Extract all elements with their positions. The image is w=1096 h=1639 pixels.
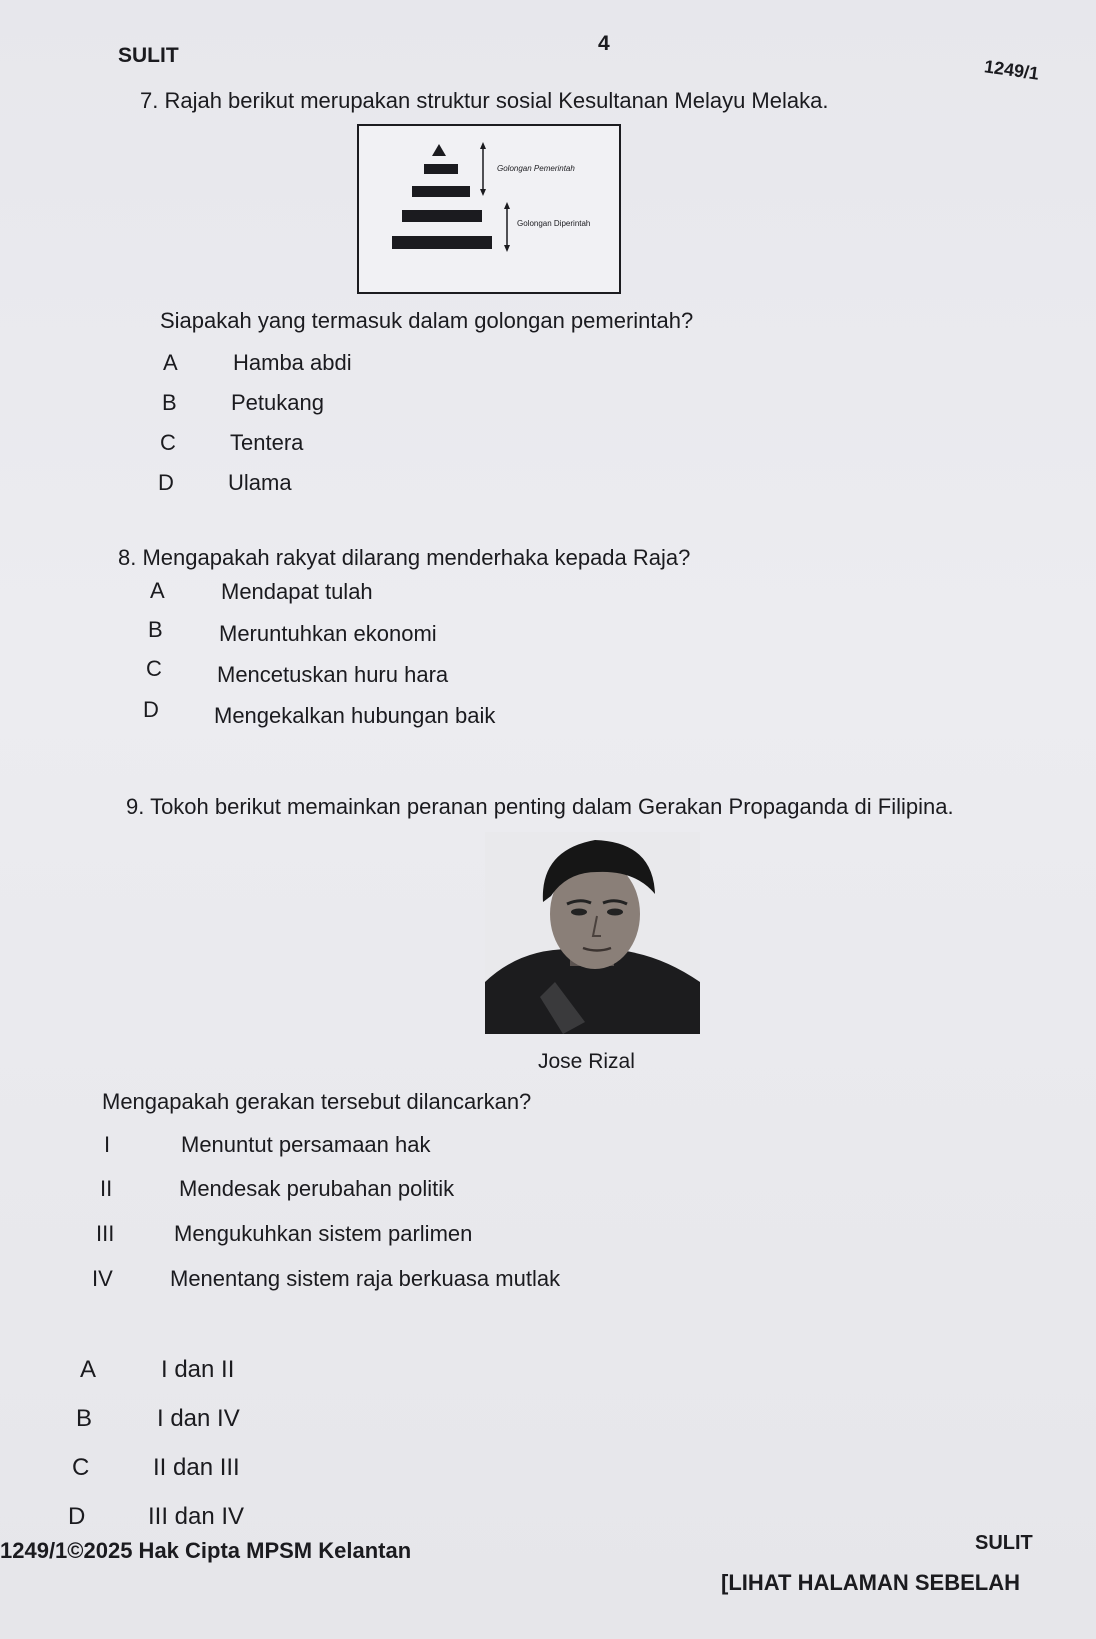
q9-option-a-letter: A <box>80 1356 97 1383</box>
header-classification: SULIT <box>118 44 179 67</box>
question-7-prompt: Siapakah yang termasuk dalam golongan pemerintah? <box>160 308 694 333</box>
q7-option-a-letter: A <box>163 350 178 375</box>
question-9-text: 9. Tokoh berikut memainkan peranan penting dalam Gerakan Propaganda di Filipina. <box>126 794 954 819</box>
question-8-text: 8. Mengapakah rakyat dilarang menderhaka kepada Raja? <box>118 545 691 570</box>
q8-option-d-text: Mengekalkan hubungan baik <box>214 703 496 728</box>
q9-statement-2-text: Mendesak perubahan politik <box>179 1176 455 1201</box>
q7-option-c-letter: C <box>160 430 176 455</box>
question-9-prompt: Mengapakah gerakan tersebut dilancarkan? <box>102 1089 532 1114</box>
q7-option-a-text: Hamba abdi <box>233 350 352 375</box>
q9-statement-3-numeral: III <box>96 1221 115 1246</box>
q7-option-b-letter: B <box>162 390 177 415</box>
q9-statement-1-numeral: I <box>104 1132 111 1157</box>
q9-statement-4-numeral: IV <box>92 1266 113 1291</box>
q8-option-c-text: Mencetuskan huru hara <box>217 662 449 687</box>
q9-statement-2-numeral: II <box>100 1176 113 1201</box>
q7-option-b-text: Petukang <box>231 390 324 415</box>
q9-option-b-letter: B <box>76 1405 93 1432</box>
label-golongan-pemerintah: Golongan Pemerintah <box>497 164 575 173</box>
q8-option-b-text: Meruntuhkan ekonomi <box>219 621 437 646</box>
q9-option-d-letter: D <box>68 1503 86 1530</box>
footer-copyright: 1249/1©2025 Hak Cipta MPSM Kelantan <box>0 1538 412 1563</box>
q9-statement-4-text: Menentang sistem raja berkuasa mutlak <box>170 1266 561 1291</box>
q8-option-a-letter: A <box>150 578 165 603</box>
footer-next-page: [LIHAT HALAMAN SEBELAH <box>721 1570 1021 1595</box>
page-number: 4 <box>598 32 610 55</box>
q7-option-d-text: Ulama <box>228 470 292 495</box>
q8-option-c-letter: C <box>146 656 162 681</box>
photo-caption: Jose Rizal <box>538 1050 635 1073</box>
pyramid-icon <box>359 126 619 292</box>
q9-option-b-text: I dan IV <box>157 1405 240 1432</box>
q9-statement-3-text: Mengukuhkan sistem parlimen <box>174 1221 473 1246</box>
q7-option-c-text: Tentera <box>230 430 304 455</box>
q9-option-a-text: I dan II <box>161 1356 235 1383</box>
social-structure-diagram <box>357 124 621 294</box>
jose-rizal-portrait <box>485 832 700 1034</box>
q9-option-c-text: II dan III <box>153 1454 240 1481</box>
portrait-icon <box>485 832 700 1034</box>
footer-classification: SULIT <box>975 1532 1033 1554</box>
q8-option-d-letter: D <box>143 697 159 722</box>
q9-option-c-letter: C <box>72 1454 90 1481</box>
paper-code: 1249/1 <box>982 56 1041 84</box>
label-golongan-diperintah: Golongan Diperintah <box>517 219 591 228</box>
q8-option-a-text: Mendapat tulah <box>221 579 373 604</box>
q8-option-b-letter: B <box>148 617 163 642</box>
q9-option-d-text: III dan IV <box>148 1503 245 1530</box>
question-7-text: 7. Rajah berikut merupakan struktur sosial Kesultanan Melayu Melaka. <box>140 88 829 113</box>
q7-option-d-letter: D <box>158 470 174 495</box>
q9-statement-1-text: Menuntut persamaan hak <box>181 1132 431 1157</box>
